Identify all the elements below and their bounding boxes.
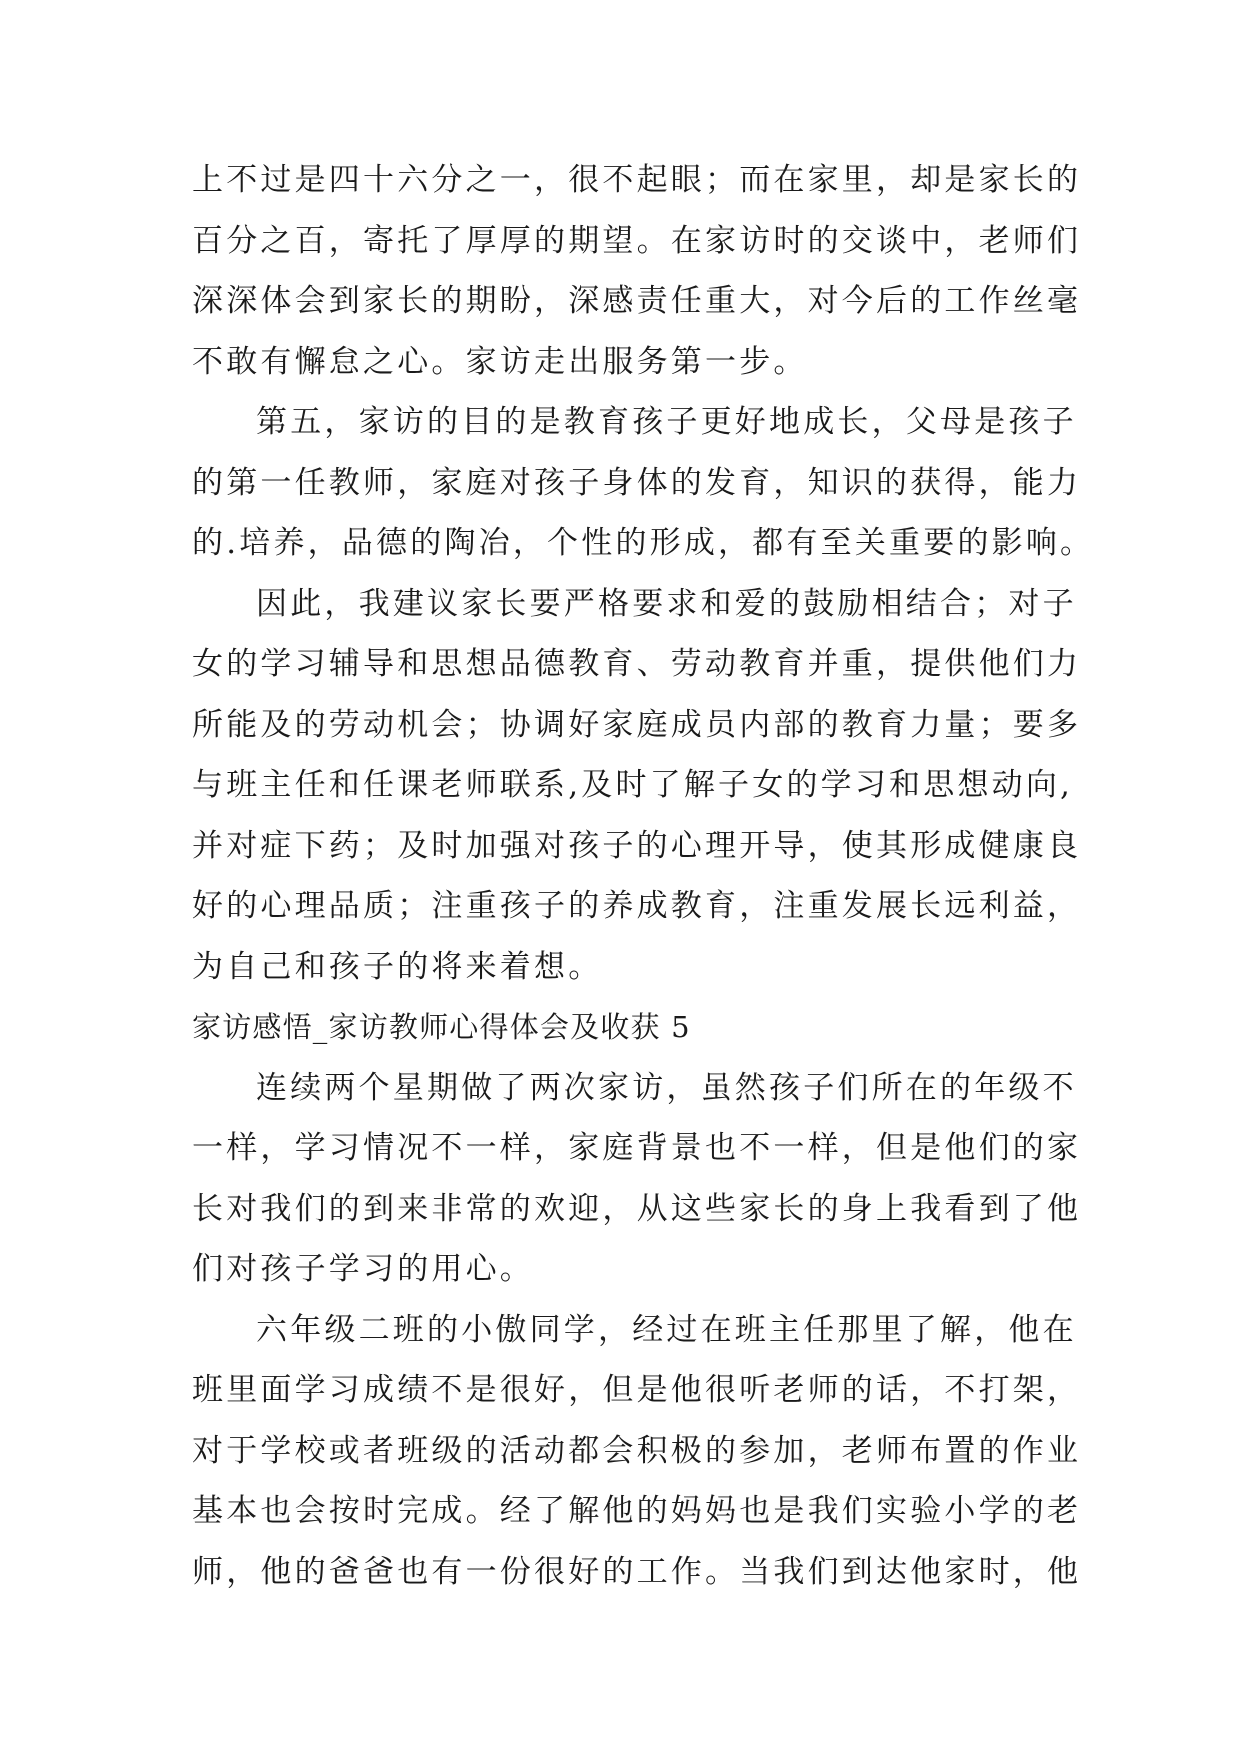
text-line: 深深体会到家长的期盼，深感责任重大，对今后的工作丝毫	[192, 283, 1082, 319]
text-line: 一样，学习情况不一样，家庭背景也不一样，但是他们的家	[192, 1130, 1082, 1166]
text-line: 所能及的劳动机会；协调好家庭成员内部的教育力量；要多	[192, 706, 1082, 743]
text-line: 与班主任和任课老师联系,及时了解子女的学习和思想动向,	[192, 767, 1074, 803]
text-line: 并对症下药；及时加强对孩子的心理开导，使其形成健康良	[192, 827, 1082, 864]
text-line: 长对我们的到来非常的欢迎，从这些家长的身上我看到了他	[192, 1190, 1082, 1227]
text-line: 不敢有懈怠之心。家访走出服务第一步。	[192, 343, 808, 380]
paragraph-first-line: 六年级二班的小傲同学，经过在班主任那里了解，他在	[256, 1311, 1077, 1348]
text-line: 女的学习辅导和思想品德教育、劳动教育并重，提供他们力	[192, 646, 1082, 682]
paragraph-first-line: 连续两个星期做了两次家访，虽然孩子们所在的年级不	[256, 1069, 1077, 1106]
section-heading: 家访感悟_家访教师心得体会及收获 5	[192, 1010, 691, 1044]
text-line: 为自己和孩子的将来着想。	[192, 948, 603, 985]
text-line: 们对孩子学习的用心。	[192, 1251, 534, 1287]
text-line: 师，他的爸爸也有一份很好的工作。当我们到达他家时，他	[192, 1553, 1082, 1590]
text-line: 好的心理品质；注重孩子的养成教育，注重发展长远利益，	[192, 888, 1082, 924]
text-line: 对于学校或者班级的活动都会积极的参加，老师布置的作业	[192, 1432, 1082, 1469]
paragraph-first-line: 因此，我建议家长要严格要求和爱的鼓励相结合；对子	[256, 585, 1077, 622]
text-line: 班里面学习成绩不是很好，但是他很听老师的话，不打架，	[192, 1372, 1082, 1408]
text-line: 的第一任教师，家庭对孩子身体的发育，知识的获得，能力	[192, 464, 1082, 501]
paragraph-first-line: 第五，家访的目的是教育孩子更好地成长，父母是孩子	[256, 404, 1077, 440]
text-line: 百分之百，寄托了厚厚的期望。在家访时的交谈中，老师们	[192, 222, 1082, 259]
text-line: 上不过是四十六分之一，很不起眼；而在家里，却是家长的	[192, 162, 1082, 198]
document-body	[192, 150, 1095, 1602]
text-line: 的.培养，品德的陶冶，个性的形成，都有至关重要的影响。	[192, 525, 1095, 561]
text-line: 基本也会按时完成。经了解他的妈妈也是我们实验小学的老	[192, 1493, 1082, 1529]
